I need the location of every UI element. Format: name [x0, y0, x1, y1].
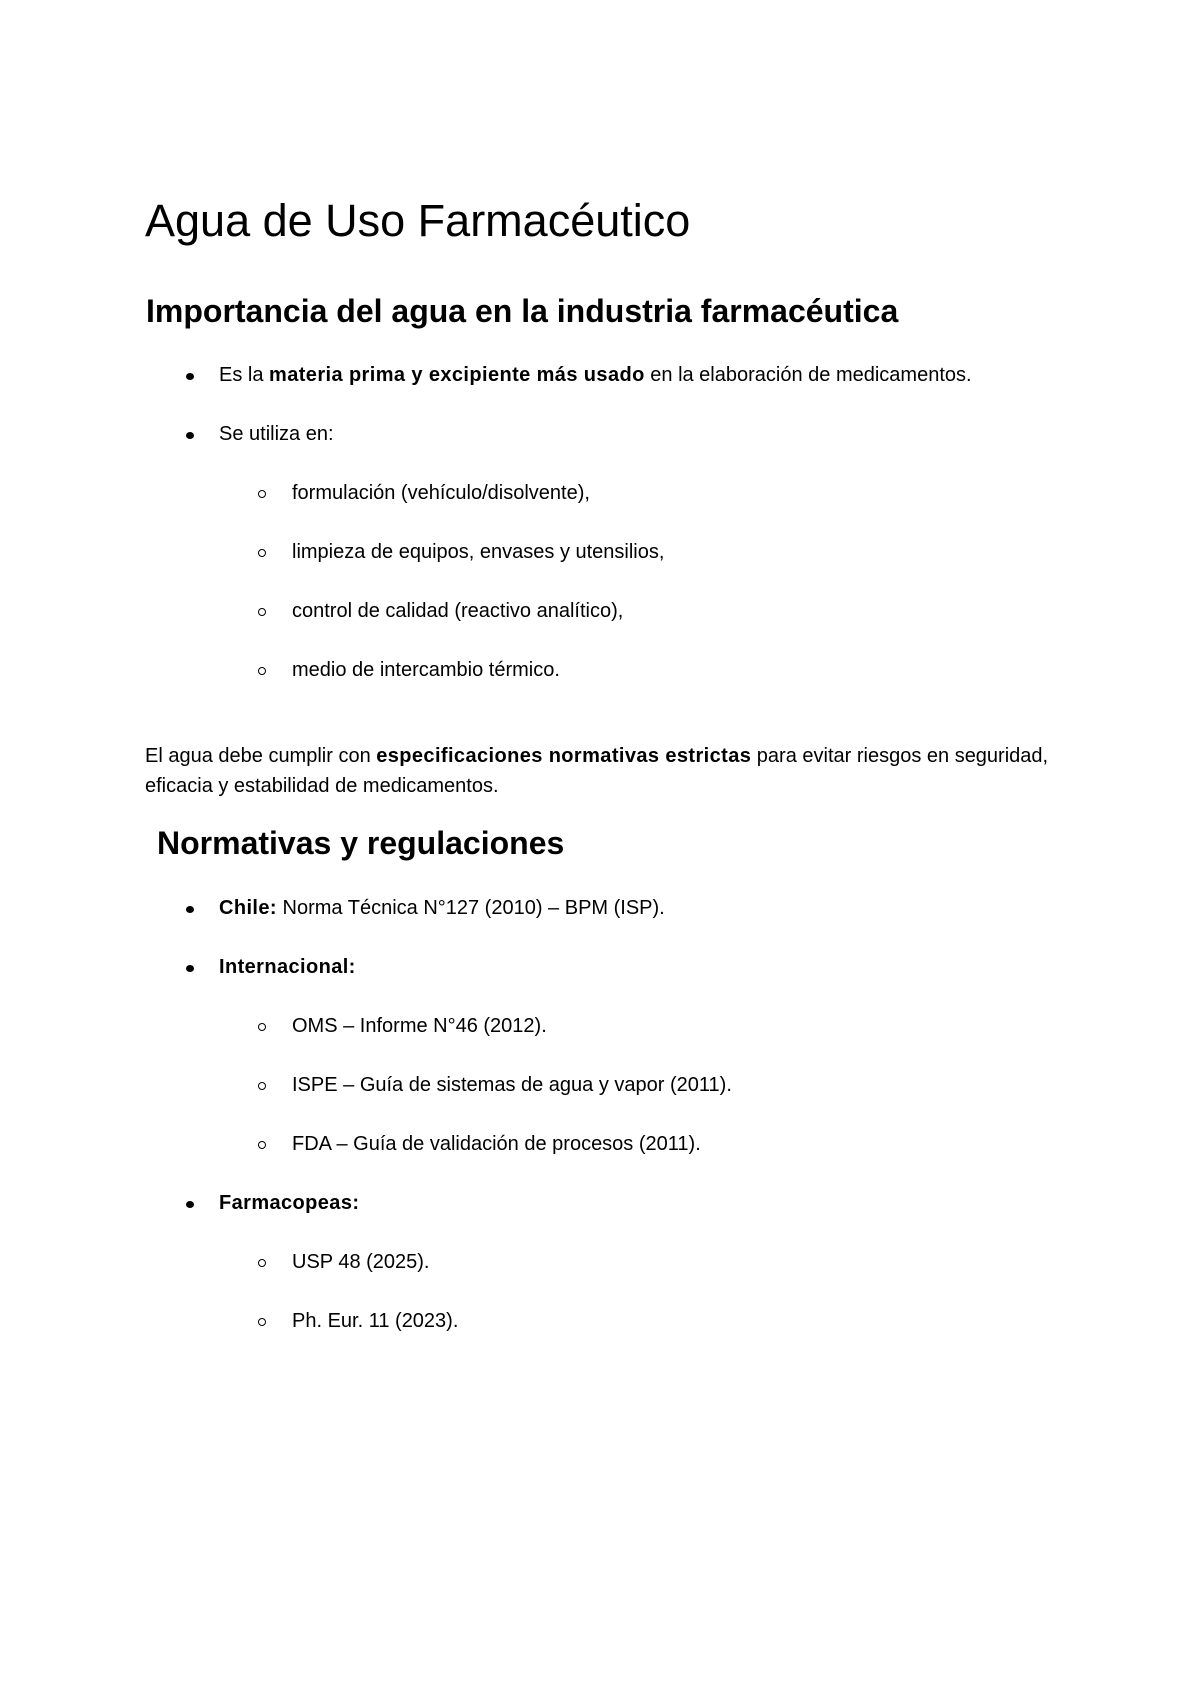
list-item-text: Es la [219, 364, 270, 386]
list-subitem [292, 1072, 732, 1098]
list-item-label: Farmacopeas: [219, 1192, 360, 1214]
list-subitem [292, 1308, 458, 1334]
list-item-text: Se utiliza en: [219, 423, 334, 445]
bullet-disc-icon [186, 432, 194, 439]
bullet-circle-icon [258, 1082, 266, 1090]
bullet-circle-icon [258, 549, 266, 557]
document-title: Agua de Uso Farmacéutico [145, 195, 691, 246]
bullet-disc-icon [186, 1201, 194, 1208]
list-subitem [292, 598, 623, 624]
bullet-circle-icon [258, 1023, 266, 1031]
paragraph-text: El agua debe cumplir con [145, 745, 377, 767]
list-item [219, 895, 665, 921]
paragraph-bold-text: especificaciones normativas estrictas [376, 745, 752, 767]
list-item-bold-text: materia prima y excipiente más usado [269, 364, 645, 386]
list-subitem-text: formulación (vehículo/disolvente), [292, 482, 590, 504]
list-subitem [292, 1013, 547, 1039]
list-item [219, 362, 972, 388]
list-subitem-text: FDA – Guía de validación de procesos (2011). [292, 1133, 701, 1155]
list-item-label: Internacional: [219, 956, 356, 978]
paragraph-requisitos [145, 741, 1065, 801]
bullet-circle-icon [258, 1318, 266, 1326]
bullet-circle-icon [258, 1141, 266, 1149]
paragraph-text: para evitar riesgos en seguridad, eficacia y estabilidad de medicamentos. [145, 745, 1049, 797]
bullet-disc-icon [186, 373, 194, 380]
section-heading-normativas: Normativas y regulaciones [157, 825, 565, 861]
bullet-circle-icon [258, 490, 266, 498]
list-subitem [292, 1131, 701, 1157]
list-subitem-text: ISPE – Guía de sistemas de agua y vapor (2011). [292, 1074, 732, 1096]
list-subitem-text: OMS – Informe N°46 (2012). [292, 1015, 547, 1037]
list-subitem-text: Ph. Eur. 11 (2023). [292, 1310, 459, 1332]
bullet-disc-icon [186, 965, 194, 972]
bullet-circle-icon [258, 608, 266, 616]
list-subitem-text: limpieza de equipos, envases y utensilios, [292, 541, 665, 563]
bullet-circle-icon [258, 1259, 266, 1267]
list-item-label: Chile: [219, 897, 277, 919]
list-item-text: en la elaboración de medicamentos. [644, 364, 972, 386]
section-heading-importancia: Importancia del agua en la industria farmacéutica [146, 293, 899, 329]
list-item [219, 1190, 359, 1216]
list-subitem-text: control de calidad (reactivo analítico), [292, 600, 624, 622]
list-subitem [292, 1249, 430, 1275]
list-subitem-text: medio de intercambio térmico. [292, 659, 560, 681]
bullet-circle-icon [258, 667, 266, 675]
bullet-disc-icon [186, 906, 194, 913]
list-subitem [292, 539, 664, 565]
list-item [219, 954, 356, 980]
list-item [219, 421, 334, 447]
list-subitem [292, 480, 590, 506]
list-item-text: Norma Técnica N°127 (2010) – BPM (ISP). [276, 897, 665, 919]
list-subitem [292, 657, 560, 683]
list-subitem-text: USP 48 (2025). [292, 1251, 430, 1273]
